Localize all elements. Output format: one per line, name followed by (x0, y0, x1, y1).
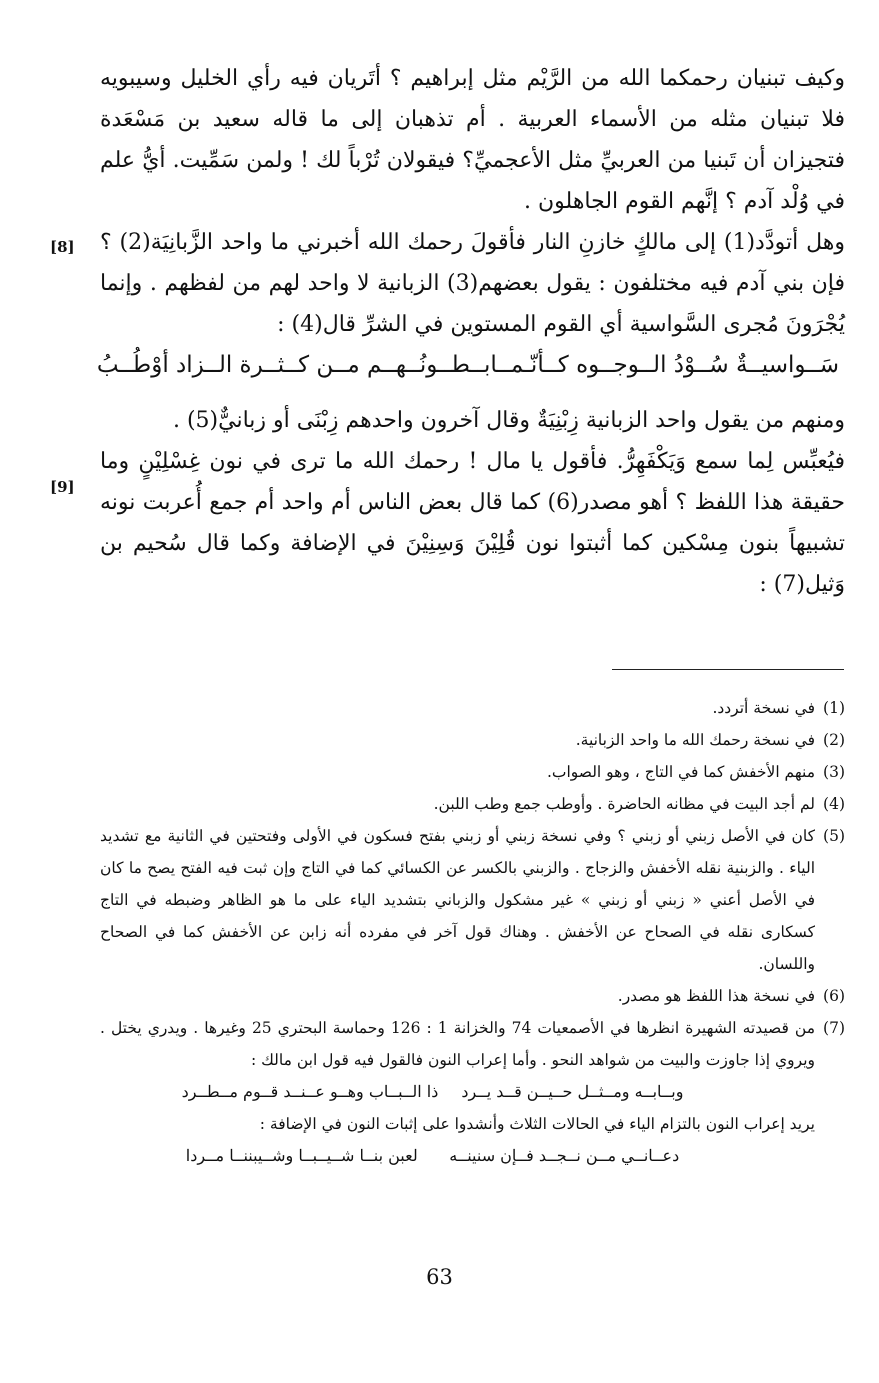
footnote-separator (612, 669, 844, 670)
section-marker-9: [9] (50, 478, 75, 496)
footnote-6 (100, 980, 845, 1012)
paragraph-3: ومنهم من يقول واحد الزبانية زِبْنِيَةٌ وقال آخرون واحدهم زِبْنَى أو زبانيٌّ(5) . (172, 408, 845, 433)
main-text (96, 58, 845, 605)
footnote-verse-3-second: لعبن بنــا شــيــبــا وشــيبننــا مــردا (185, 1146, 418, 1165)
footnote-number: (3) (823, 763, 845, 781)
footnote-number: (4) (823, 795, 845, 813)
section-marker-8: [8] (50, 238, 75, 256)
footnote-number: (1) (823, 699, 845, 717)
footnote-text: في نسخة هذا اللفظ هو مصدر. (617, 987, 815, 1005)
footnote-number: (6) (823, 987, 845, 1005)
paragraph-1: وكيف تبنيان رحمكما الله من الرَّيْم مثل إبراهيم ؟ أتَريان فيه رأي الخليل وسيبويه فلا تبنيان مثله من الأسماء العربية . أم تذهبان إلى ما قاله سعيد بن مَسْعَدة فتجيزان أن تَبنيا من العربيِّ مثل الأعجميِّ؟ فيقولان تُرْباً لك ! ولمن سَمِّيت. أيُّ علم في وُلْد آدم ؟ إنَّهم القوم الجاهلون . (100, 66, 845, 214)
footnote-text: في نسخة أتردد. (712, 699, 815, 717)
verse-1 (96, 345, 845, 386)
verse-1-second-hemistich: بــطــونُــهــم مــن كــثــرة الــزاد أوْطُــبُ (96, 352, 491, 378)
footnote-2 (100, 724, 845, 756)
footnote-text: لم أجد البيت في مظانه الحاضرة . وأوطب جمع وطب اللبن. (433, 795, 815, 813)
footnote-verse-3-first: دعــانــي مــن نــجــد فــإن سنينــه (449, 1146, 680, 1165)
footnote-verse-2-first: وبــابــه ومــثــل حــيــن قــد يــرد (461, 1082, 684, 1101)
footnote-7 (100, 1012, 845, 1076)
footnote-number: (5) (823, 827, 845, 845)
footnote-number: (2) (823, 731, 845, 749)
footnote-verse-2-second: ذا الــبــاب وهــو عــنــد قــوم مــطــرد (181, 1082, 439, 1101)
verse-1-first-hemistich: سَــواسيــةٌ سُــوْدُ الــوجــوه كــأنّـمــا (490, 352, 839, 378)
footnote-7-continuation: يريد إعراب النون بالتزام الياء في الحالات الثلاث وأنشدوا على إثبات النون في الإضافة : (259, 1115, 815, 1133)
footnote-1 (100, 692, 845, 724)
footnote-text: من قصيدته الشهيرة انظرها في الأصمعيات 74 والخزانة 1 : 126 وحماسة البحتري 25 وغيرها . ويدري يختل . ويروي إذا جاوزت والبيت من شواهد النحو . وأما إعراب النون فالقول فيه قول ابن مالك : (100, 1019, 816, 1069)
paragraph-4: فيُعبِّس لِما سمع وَيَكْفَهِرُّ. فأقول يا مال ! رحمك الله ما ترى في نون غِسْلِيْنٍ وما حقيقة هذا اللفظ ؟ أهو مصدر(6) كما قال بعض الناس أم واحد أم جمع أُعربت نونه تشبيهاً بنون مِسْكين كما أثبتوا نون قُلِيْنَ وَسِنِيْنَ في الإضافة وكما قال سُحيم بن وَثيل(7) : (100, 449, 845, 597)
footnote-number: (7) (823, 1019, 845, 1037)
footnote-verse-3 (100, 1140, 845, 1172)
footnote-3 (100, 756, 845, 788)
paragraph-2: وهل أتودَّد(1) إلى مالكٍ خازنِ النار فأقولَ رحمك الله أخبرني ما واحد الزَّبانِيَة(2) ؟ فإن بني آدم فيه مختلفون : يقول بعضهم(3) الزبانية لا واحد لهم من لفظهم . وإنما يُجْرَونَ مُجرى السَّواسية أي القوم المستوين في الشرِّ قال(4) : (100, 230, 845, 337)
footnote-text: كان في الأصل زبني أو زبني ؟ وفي نسخة زبني أو زبني بفتح فسكون في الأولى وفتحتين في الثانية مع تشديد الياء . والزبنية نقله الأخفش والزجاج . والزبني بالكسر عن الكسائي كما في التاج وإن ثبت فيه الفتح يصح ما كان في الأصل أعني « زبني أو زبني » غير مشكول والزباني بتشديد الياء على ما هو الظاهر وضبطه في التاج كسكارى نقله في الصحاح عن الأخفش . وهناك قول آخر في مفرده أنه زابن عن الأخفش كما في الصحاح واللسان. (100, 827, 815, 973)
footnote-text: منهم الأخفش كما في التاج ، وهو الصواب. (546, 763, 815, 781)
footnote-verse-2 (100, 1076, 845, 1108)
footnotes (100, 692, 845, 1172)
page-number: 63 (426, 1265, 453, 1289)
footnote-5 (100, 820, 845, 980)
footnote-text: في نسخة رحمك الله ما واحد الزبانية. (575, 731, 815, 749)
footnote-4 (100, 788, 845, 820)
